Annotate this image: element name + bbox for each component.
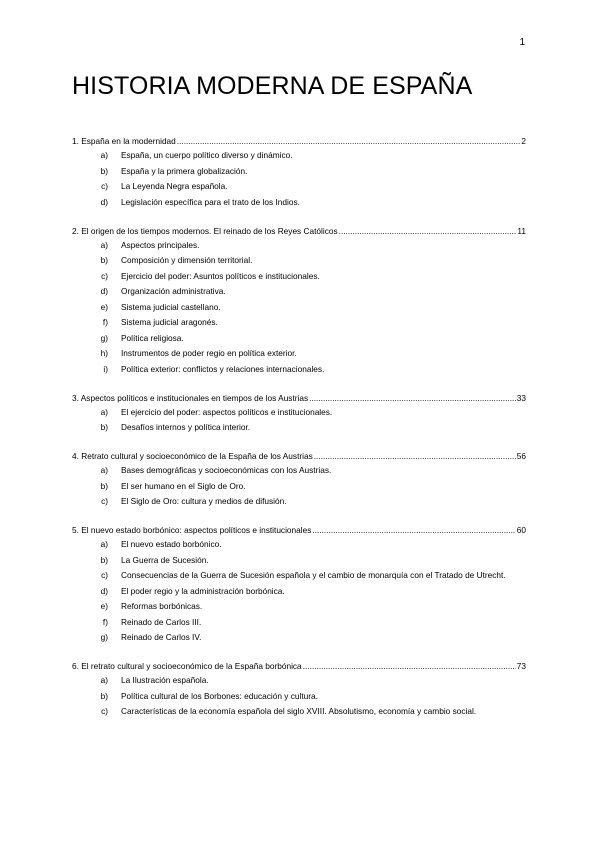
subsection-item[interactable]	[72, 405, 526, 421]
subsection-text: España y la primera globalización.	[121, 165, 248, 176]
subsection-list	[72, 148, 526, 210]
subsection-item[interactable]	[72, 704, 526, 720]
subsection-item[interactable]	[72, 463, 526, 479]
subsection-item[interactable]	[72, 179, 526, 195]
subsection-item[interactable]	[72, 673, 526, 689]
subsection-item[interactable]	[72, 315, 526, 331]
section-title: 4. Retrato cultural y socioeconómico de la España de los Austrias	[72, 451, 313, 461]
subsection-item[interactable]	[72, 362, 526, 378]
subsection-label: b)	[100, 165, 108, 176]
section-page-number: 60	[516, 525, 526, 535]
toc-section-heading[interactable]	[72, 449, 526, 463]
page-number: 1	[519, 37, 525, 48]
subsection-label: g)	[100, 332, 108, 343]
subsection-text: El ejercicio del poder: aspectos políticos e institucionales.	[121, 406, 333, 417]
subsection-item[interactable]	[72, 553, 526, 569]
dot-leader	[339, 224, 517, 238]
subsection-text: La Leyenda Negra española.	[121, 181, 228, 191]
subsection-text: Desafíos internos y política interior.	[121, 422, 251, 432]
section-page-number: 11	[517, 225, 526, 236]
section-page-number: 2	[521, 136, 526, 146]
subsection-label: a)	[100, 675, 108, 685]
subsection-label: a)	[100, 150, 108, 160]
subsection-text: La Ilustración española.	[121, 675, 209, 685]
subsection-label: a)	[100, 465, 108, 475]
subsection-list	[72, 238, 526, 378]
subsection-text: Legislación específica para el trato de los Indios.	[121, 196, 300, 207]
subsection-text: Aspectos principales.	[121, 239, 200, 250]
subsection-text: Consecuencias de la Guerra de Sucesión española y el cambio de monarquía con el Tratado de Utrecht.	[121, 570, 506, 580]
subsection-item[interactable]	[72, 420, 526, 436]
subsection-text: El poder regio y la administración borbónica.	[121, 585, 285, 596]
section-page-number: 73	[516, 661, 526, 671]
toc-section	[72, 391, 526, 436]
subsection-label: f)	[102, 317, 108, 327]
subsection-item[interactable]	[72, 284, 526, 300]
subsection-text: Sistema judicial castellano.	[121, 301, 221, 312]
dot-leader	[312, 523, 515, 537]
subsection-text: El ser humano en el Siglo de Oro.	[121, 480, 246, 491]
subsection-label: i)	[103, 363, 108, 374]
subsection-text: Bases demográficas y socioeconómicas con los Austrias.	[121, 465, 332, 475]
toc-section-heading[interactable]	[72, 224, 526, 238]
toc-section	[72, 224, 526, 378]
subsection-item[interactable]	[72, 269, 526, 285]
subsection-item[interactable]	[72, 494, 526, 510]
subsection-text: Composición y dimensión territorial.	[121, 255, 253, 265]
subsection-list	[72, 463, 526, 510]
subsection-text: Reformas borbónicas.	[121, 601, 203, 611]
subsection-text: El Siglo de Oro: cultura y medios de difusión.	[121, 496, 287, 506]
subsection-item[interactable]	[72, 331, 526, 347]
subsection-label: a)	[100, 539, 108, 549]
dot-leader	[309, 391, 516, 405]
subsection-label: e)	[100, 601, 108, 611]
subsection-item[interactable]	[72, 615, 526, 631]
subsection-label: f)	[102, 616, 108, 627]
subsection-label: e)	[100, 301, 108, 312]
document-title: HISTORIA MODERNA DE ESPAÑA	[72, 72, 473, 100]
subsection-item[interactable]	[72, 253, 526, 269]
subsection-text: La Guerra de Sucesión.	[121, 554, 209, 565]
subsection-text: España, un cuerpo político diverso y dinámico.	[121, 150, 293, 160]
subsection-text: Instrumentos de poder regio en política exterior.	[121, 348, 297, 358]
subsection-item[interactable]	[72, 537, 526, 553]
subsection-text: Política exterior: conflictos y relaciones internacionales.	[121, 363, 325, 374]
subsection-list	[72, 537, 526, 646]
section-title: 5. El nuevo estado borbónico: aspectos políticos e institucionales	[72, 525, 312, 535]
subsection-label: b)	[100, 690, 108, 701]
subsection-item[interactable]	[72, 584, 526, 600]
section-page-number: 33	[516, 392, 526, 403]
subsection-label: c)	[101, 570, 108, 580]
subsection-label: a)	[100, 406, 108, 417]
subsection-item[interactable]	[72, 238, 526, 254]
subsection-text: Reinado de Carlos IV.	[121, 632, 202, 642]
subsection-text: Características de la economía española del siglo XVIII. Absolutismo, economía y cambio social.	[121, 706, 477, 716]
subsection-label: d)	[100, 585, 108, 596]
section-title: 3. Aspectos políticos e institucionales en tiempos de los Austrias	[72, 392, 309, 403]
subsection-text: Organización administrativa.	[121, 286, 226, 296]
subsection-label: b)	[100, 480, 108, 491]
subsection-label: h)	[100, 348, 108, 358]
subsection-list	[72, 673, 526, 720]
subsection-label: d)	[100, 196, 108, 207]
subsection-item[interactable]	[72, 195, 526, 211]
subsection-item[interactable]	[72, 568, 526, 584]
subsection-label: c)	[101, 270, 108, 281]
subsection-text: Reinado de Carlos III.	[121, 616, 202, 627]
subsection-item[interactable]	[72, 148, 526, 164]
toc-section	[72, 659, 526, 720]
toc-section	[72, 449, 526, 510]
subsection-label: c)	[101, 706, 108, 716]
subsection-text: Ejercicio del poder: Asuntos políticos e institucionales.	[121, 270, 320, 281]
dot-leader	[314, 449, 516, 463]
subsection-label: a)	[100, 239, 108, 250]
subsection-text: Política cultural de los Borbones: educación y cultura.	[121, 690, 318, 701]
subsection-item[interactable]	[72, 479, 526, 495]
subsection-text: El nuevo estado borbónico.	[121, 539, 222, 549]
subsection-label: b)	[100, 255, 108, 265]
section-title: 1. España en la modernidad	[72, 136, 176, 146]
table-of-contents	[72, 134, 526, 733]
toc-section-heading[interactable]	[72, 134, 526, 148]
toc-section	[72, 134, 526, 210]
subsection-label: b)	[100, 554, 108, 565]
subsection-label: c)	[101, 181, 108, 191]
toc-section-heading[interactable]	[72, 659, 526, 673]
subsection-item[interactable]	[72, 300, 526, 316]
subsection-label: d)	[100, 286, 108, 296]
dot-leader	[303, 659, 516, 673]
subsection-label: g)	[100, 632, 108, 642]
subsection-item[interactable]	[72, 630, 526, 646]
subsection-label: c)	[101, 496, 108, 506]
toc-section-heading[interactable]	[72, 391, 526, 405]
subsection-label: b)	[100, 422, 108, 432]
section-title: 2. El origen de los tiempos modernos. El reinado de los Reyes Católicos	[72, 225, 338, 236]
subsection-item[interactable]	[72, 689, 526, 705]
subsection-item[interactable]	[72, 599, 526, 615]
dot-leader	[177, 134, 521, 148]
toc-section-heading[interactable]	[72, 523, 526, 537]
subsection-item[interactable]	[72, 346, 526, 362]
subsection-text: Sistema judicial aragonés.	[121, 317, 218, 327]
section-page-number: 56	[516, 451, 526, 461]
subsection-text: Política religiosa.	[121, 332, 184, 343]
section-title: 6. El retrato cultural y socioeconómico de la España borbónica	[72, 661, 302, 671]
subsection-item[interactable]	[72, 164, 526, 180]
subsection-list	[72, 405, 526, 436]
toc-section	[72, 523, 526, 646]
